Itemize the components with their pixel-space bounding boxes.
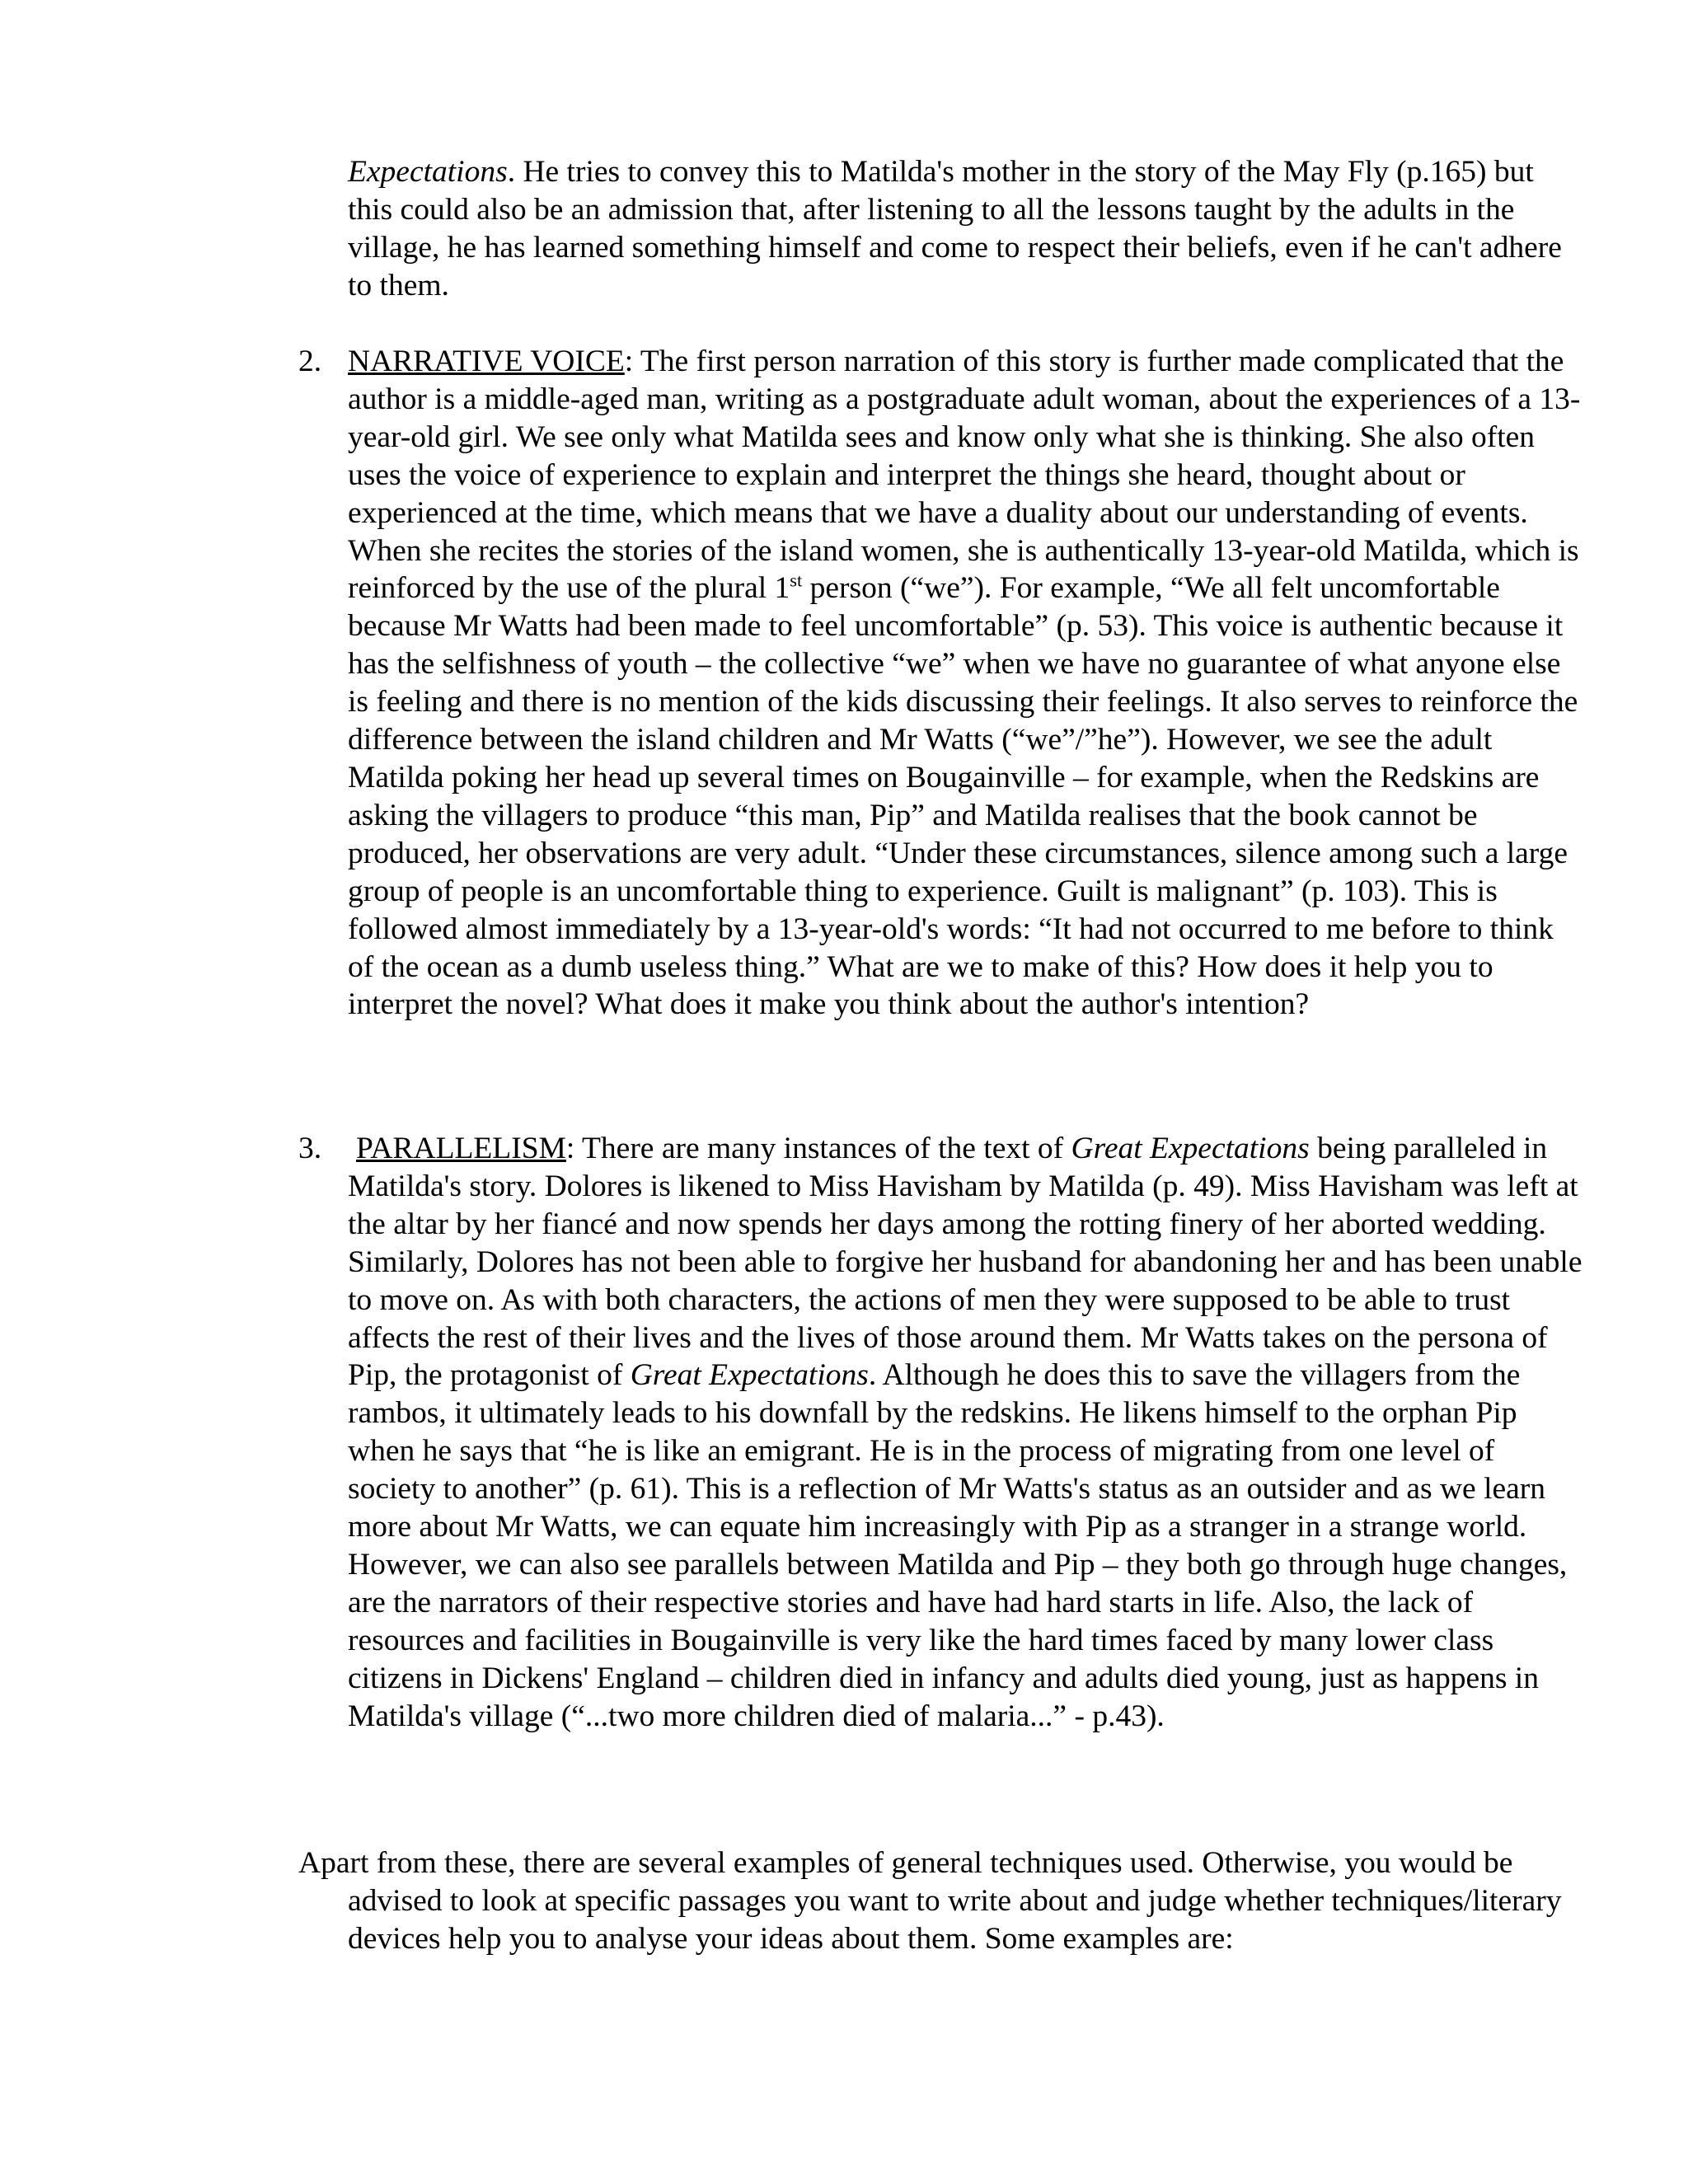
book-title: Great Expectations — [1071, 1132, 1310, 1165]
list-item-narrative-voice — [298, 343, 1584, 1024]
paragraph-text: Apart from these, there are several examples of general techniques used. Otherwise, you would be advised to look at specific passages you want to write about and judge whether techniques/literary devices help you to analyse your ideas about them. Some examples are: — [298, 1846, 1562, 1956]
list-item-parallelism — [298, 1130, 1584, 1736]
item-text-continued: being paralleled in Matilda's story. Dolores is likened to Miss Havisham by Matilda (p. 49). Miss Havisham was left at the altar by her fiancé and now spends her days among the rotting finery of her aborted wedding. Similarly, Dolores has not been able to forgive her husband for abandoning her and has been unable to move on. As with both characters, the actions of men they were supposed to be able to trust affects the rest of their lives and the lives of those around them. Mr Watts takes on the persona of Pip, the protagonist of — [348, 1132, 1582, 1393]
book-title: Great Expectations — [630, 1358, 869, 1393]
item-heading: NARRATIVE VOICE — [348, 344, 625, 378]
item-heading: PARALLELISM — [356, 1132, 566, 1165]
list-number: 3. — [298, 1132, 322, 1165]
book-title: Expectations — [348, 155, 508, 189]
item-text-final: . Although he does this to save the villagers from the rambos, it ultimately leads to his downfall by the redskins. He likens himself to the orphan Pip when he says that “he is like an emigrant. He is in the process of migrating from one level of society to another” (p. 61). This is a reflection of Mr Watts's status as an outsider and as we learn more about Mr Watts, we can equate him increasingly with Pip as a stranger in a strange world. However, we can also see parallels between Matilda and Pip – they both go through huge changes, are the narrators of their respective stories and have had hard starts in life. Also, the lack of resources and facilities in Bougainville is very like the hard times faced by many lower class citizens in Dickens' England – children died in infancy and adults died young, just as happens in Matilda's village (“...two more children died of malaria...” - p.43). — [348, 1358, 1568, 1733]
continuation-paragraph — [298, 153, 1584, 305]
paragraph-text: . He tries to convey this to Matilda's mother in the story of the May Fly (p.165) but this could also be an admission that, after listening to all the lessons taught by the adults in the village, he has learned something himself and come to respect their beliefs, even if he can't adhere to them. — [348, 155, 1562, 302]
item-text: : There are many instances of the text of — [565, 1132, 1071, 1165]
list-number: 2. — [298, 344, 322, 378]
ordinal-superscript: st — [790, 569, 803, 591]
closing-paragraph — [298, 1844, 1584, 1958]
item-text: : The first person narration of this story is further made complicated that the author is a middle-aged man, writing as a postgraduate adult woman, about the experiences of a 13-year-old girl. We see only what Matilda sees and know only what she is thinking. She also often uses the voice of experience to explain and interpret the things she heard, thought about or experienced at the time, which means that we have a duality about our understanding of events. When she recites the stories of the island women, she is authentically 13-year-old Matilda, which is reinforced by the use of the plural 1 — [348, 344, 1581, 606]
item-text-continued: person (“we”). For example, “We all felt uncomfortable because Mr Watts had been made to feel uncomfortable” (p. 53). This voice is authentic because it has the selfishness of youth – the collective “we” when we have no guarantee of what anyone else is feeling and there is no mention of the kids discussing their feelings. It also serves to reinforce the difference between the island children and Mr Watts (“we”/”he”). However, we see the adult Matilda poking her head up several times on Bougainville – for example, when the Redskins are asking the villagers to produce “this man, Pip” and Matilda realises that the book cannot be produced, her observations are very adult. “Under these circumstances, silence among such a large group of people is an uncomfortable thing to experience. Guilt is malignant” (p. 103). This is followed almost immediately by a 13-year-old's words: “It had not occurred to me before to think of the ocean as a dumb useless thing.” What are we to make of this? How does it help you to interpret the novel? What does it make you think about the author's intention? — [348, 571, 1578, 1022]
